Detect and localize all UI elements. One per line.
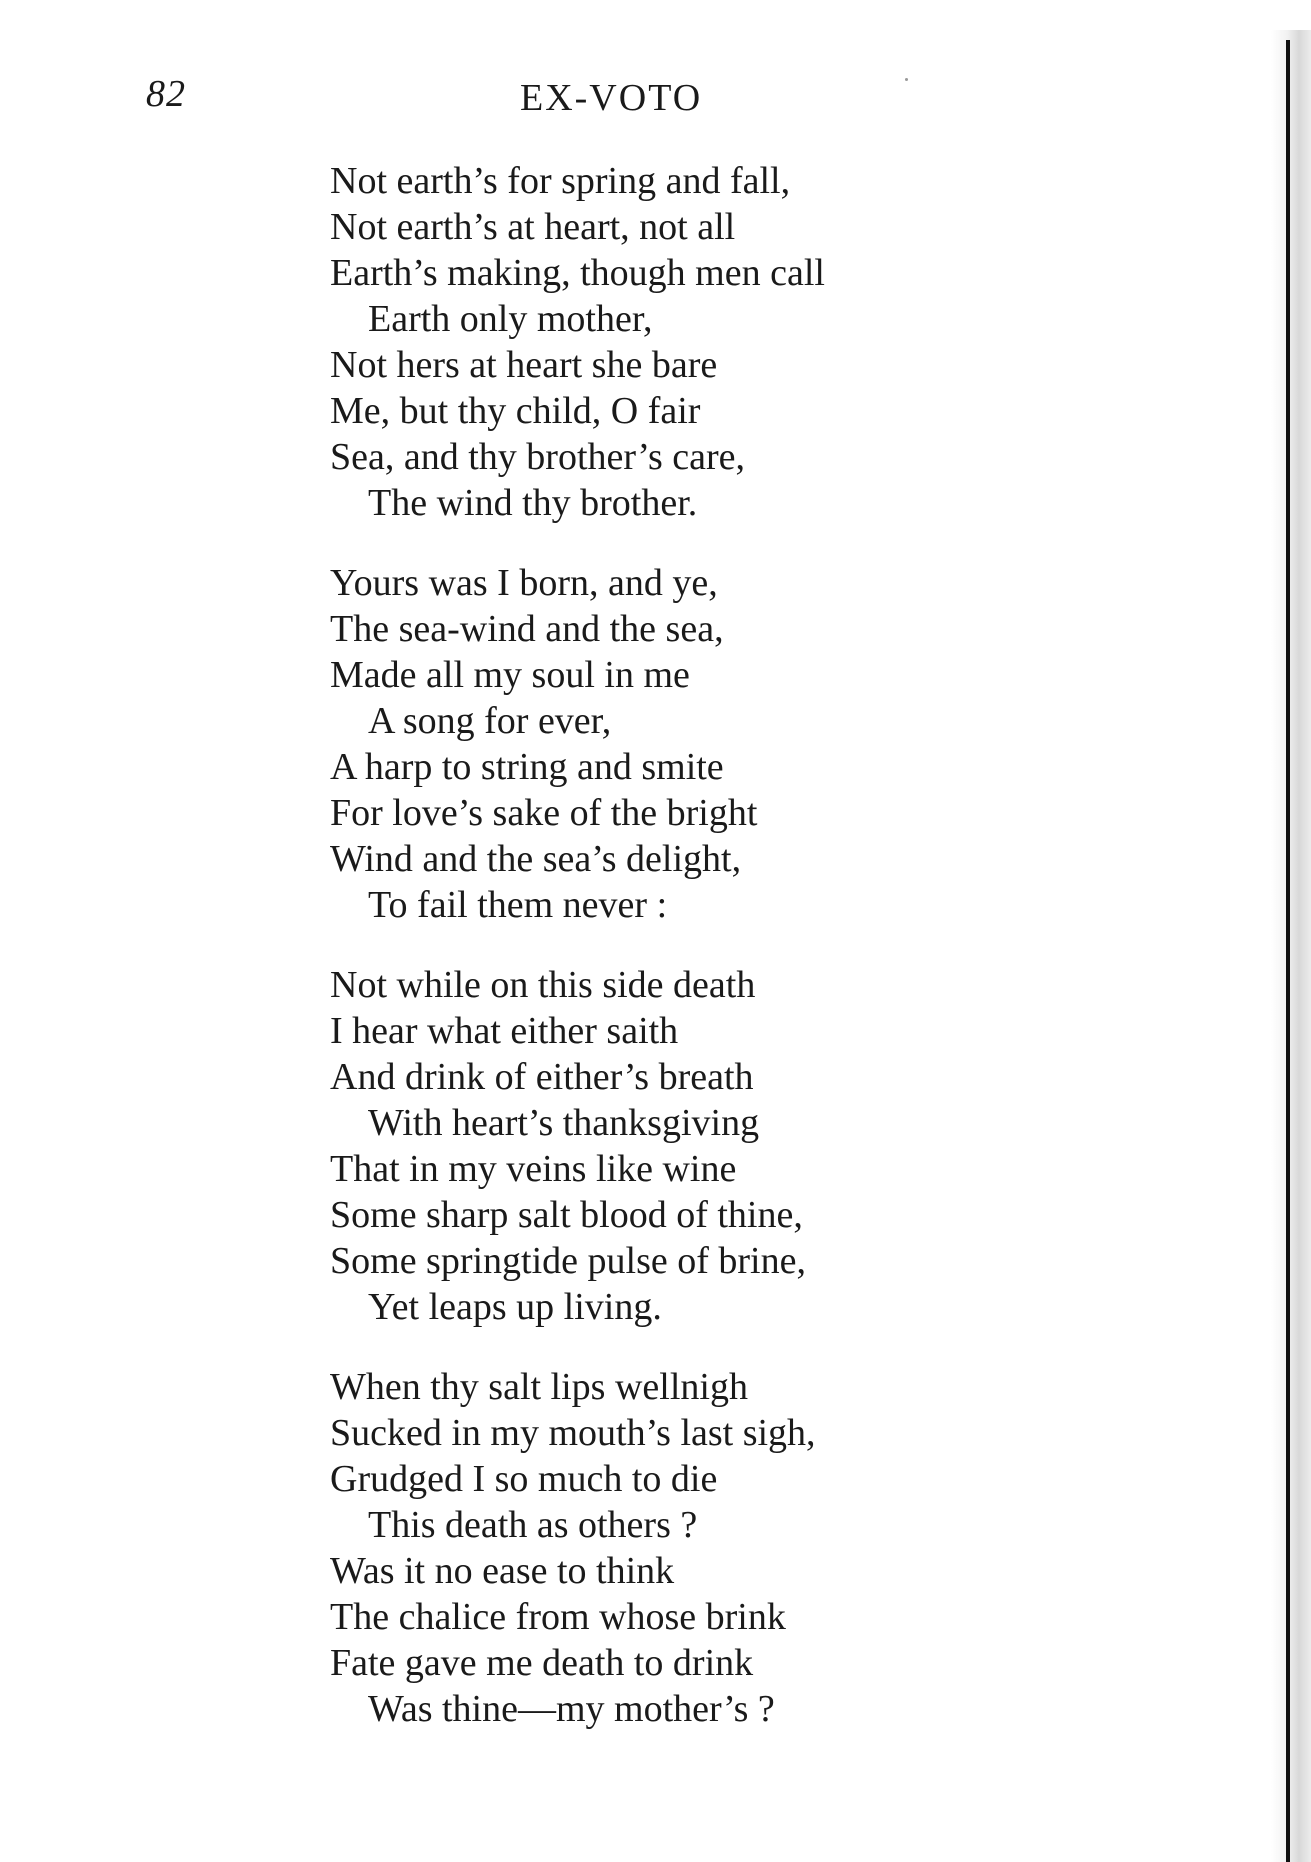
poem-line-indented: A song for ever, <box>368 700 612 742</box>
poem-line: Sucked in my mouth’s last sigh, <box>330 1412 816 1454</box>
poem-line: Yours was I born, and ye, <box>330 562 718 604</box>
stanza-3 <box>330 962 1090 1330</box>
poem-line: The sea-wind and the sea, <box>330 608 724 650</box>
poem-line: Sea, and thy brother’s care, <box>330 436 746 478</box>
poem-line: Me, but thy child, O fair <box>330 390 701 432</box>
poem-line: Earth’s making, though men call <box>330 252 825 294</box>
poem-line-indented: With heart’s thanksgiving <box>368 1102 760 1144</box>
poem-line-indented: This death as others ? <box>368 1504 698 1546</box>
stanza-4 <box>330 1364 1090 1732</box>
stanza-2 <box>330 560 1090 928</box>
poem-line-indented: Yet leaps up living. <box>368 1286 662 1328</box>
poem-line-indented: Was thine—my mother’s ? <box>368 1688 775 1730</box>
poem-line-indented: Earth only mother, <box>368 298 653 340</box>
page-gutter <box>1271 30 1311 1862</box>
poem-line: The chalice from whose brink <box>330 1596 786 1638</box>
poem-line: Fate gave me death to drink <box>330 1642 754 1684</box>
poem-line: Some springtide pulse of brine, <box>330 1240 806 1282</box>
poem-body <box>330 158 1090 1766</box>
poem-line: And drink of either’s breath <box>330 1056 754 1098</box>
poem-line: A harp to string and smite <box>330 746 724 788</box>
poem-line: When thy salt lips wellnigh <box>330 1366 748 1408</box>
page-number: 82 <box>146 73 186 115</box>
poem-line: Not hers at heart she bare <box>330 344 718 386</box>
poem-line: Wind and the sea’s delight, <box>330 838 742 880</box>
poem-line: For love’s sake of the bright <box>330 792 758 834</box>
poem-line: Grudged I so much to die <box>330 1458 718 1500</box>
poem-line: Not while on this side death <box>330 964 756 1006</box>
poem-line-indented: The wind thy brother. <box>368 482 698 524</box>
running-title: EX-VOTO <box>520 77 703 119</box>
page-speck <box>905 78 908 81</box>
poem-line: Made all my soul in me <box>330 654 690 696</box>
poem-line: Not earth’s for spring and fall, <box>330 160 791 202</box>
binding-edge-line <box>1286 40 1290 1862</box>
poem-line-indented: To fail them never : <box>368 884 668 926</box>
poem-line: Not earth’s at heart, not all <box>330 206 736 248</box>
poem-line: That in my veins like wine <box>330 1148 737 1190</box>
poem-line: Was it no ease to think <box>330 1550 675 1592</box>
stanza-1 <box>330 158 1090 526</box>
poem-line: I hear what either saith <box>330 1010 679 1052</box>
poem-line: Some sharp salt blood of thine, <box>330 1194 803 1236</box>
